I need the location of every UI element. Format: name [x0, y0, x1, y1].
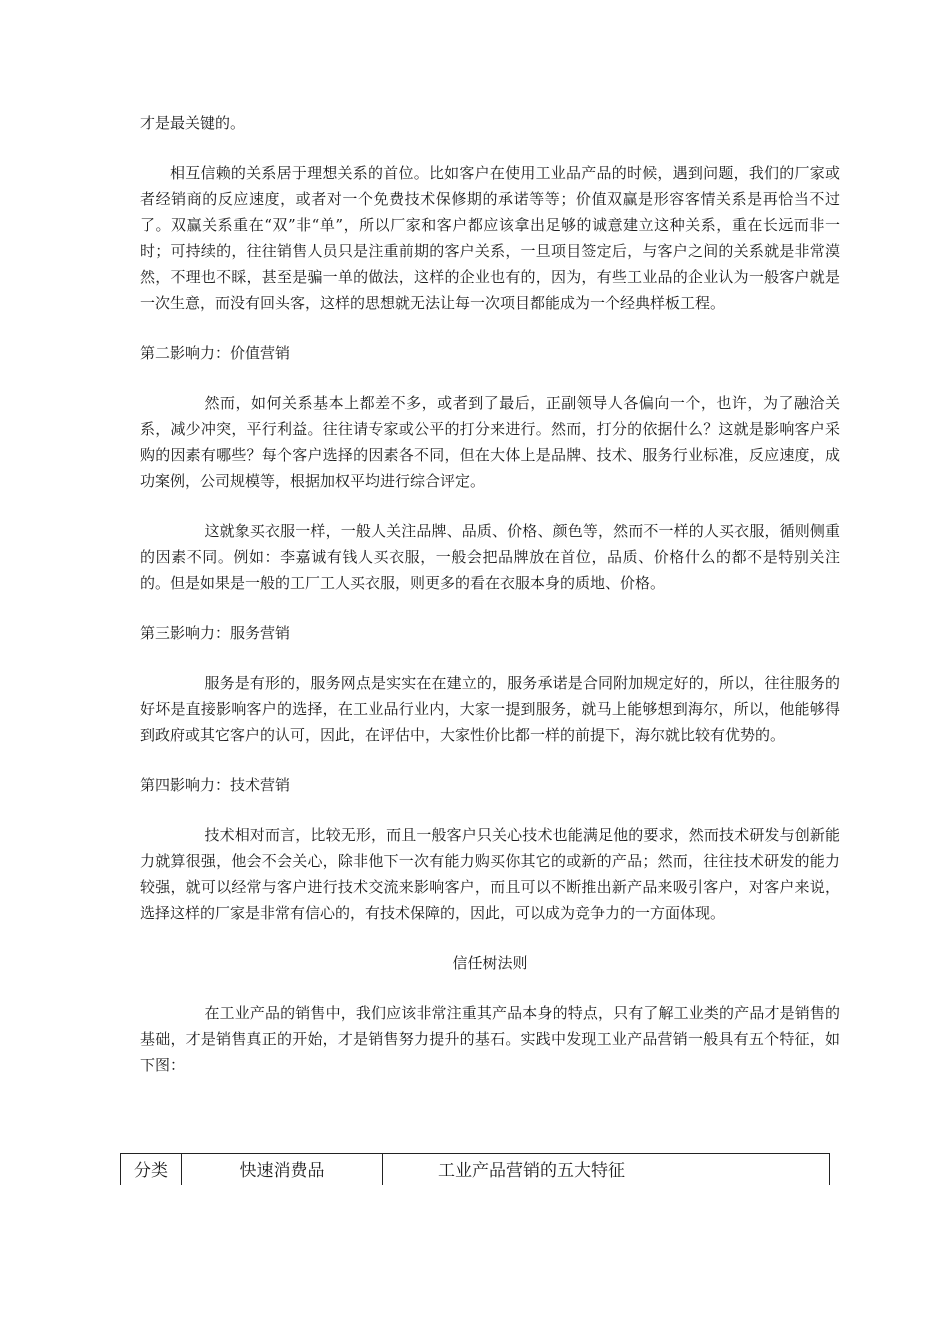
paragraph-clothing-analogy: 这就象买衣服一样，一般人关注品牌、品质、价格、颜色等，然而不一样的人买衣服，循则侧重的因素不同。例如：李嘉诚有钱人买衣服，一般会把品牌放在首位，品质、价格什么的都不是特别关注的。但是如果是一般的工厂工人买衣服，则更多的看在衣服本身的质地、价格。 [140, 522, 840, 592]
paragraph-mutual-trust: 相互信赖的关系居于理想关系的首位。比如客户在使用工业品产品的时候，遇到问题，我们的厂家或者经销商的反应速度，或者对一个免费技术保修期的承诺等等；价值双赢是形容客情关系是再恰当不过了。双赢关系重在“双”非“单”，所以厂家和客户都应该拿出足够的诚意建立这种关系，重在长远而非一时；可持续的，往往销售人员只是注重前期的客户关系，一旦项目签定后，与客户之间的关系就是非常漠然，不理也不睬，甚至是骗一单的做法，这样的企业也有的，因为，有些工业品的企业认为一般客户就是一次生意，而没有回头客，这样的思想就无法让每一次项目都能成为一个经典样板工程。 [140, 164, 840, 312]
features-table-wrapper [120, 1153, 830, 1185]
heading-tech-marketing: 第四影响力：技术营销 [140, 776, 291, 794]
paragraph-industrial-sales: 在工业产品的销售中，我们应该非常注重其产品本身的特点，只有了解工业类的产品才是销售的基础，才是销售真正的开始，才是销售努力提升的基石。实践中发现工业产品营销一般具有五个特征，如下图： [140, 1004, 840, 1074]
paragraph-service-marketing: 服务是有形的，服务网点是实实在在建立的，服务承诺是合同附加规定好的，所以，往往服务的好坏是直接影响客户的选择，在工业品行业内，大家一提到服务，就马上能够想到海尔，所以，他能够得到政府或其它客户的认可，因此，在评估中，大家性价比都一样的前提下，海尔就比较有优势的。 [140, 674, 840, 744]
table-header-row [121, 1154, 830, 1186]
paragraph-value-marketing: 然而，如何关系基本上都差不多，或者到了最后，正副领导人各偏向一个，也许，为了融洽关系，减少冲突，平行利益。往往请专家或公平的打分来进行。然而，打分的依据什么？这就是影响客户采购的因素有哪些？每个客户选择的因素各不同，但在大体上是品牌、技术、服务行业标准，反应速度，成功案例，公司规模等，根据加权平均进行综合评定。 [140, 394, 840, 490]
paragraph-tech-marketing: 技术相对而言，比较无形，而且一般客户只关心技术也能满足他的要求，然而技术研发与创新能力就算很强，他会不会关心，除非他下一次有能力购买你其它的或新的产品；然而，往往技术研发的能力较强，就可以经常与客户进行技术交流来影响客户，而且可以不断推出新产品来吸引客户，对客户来说，选择这样的厂家是非常有信心的，有技术保障的，因此，可以成为竞争力的一方面体现。 [140, 826, 840, 922]
heading-value-marketing: 第二影响力：价值营销 [140, 344, 291, 362]
header-industrial-features: 工业产品营销的五大特征 [383, 1154, 830, 1186]
header-category: 分类 [121, 1154, 182, 1186]
section-title: 信任树法则 [452, 954, 528, 972]
document-body [140, 110, 840, 1078]
features-table [120, 1153, 830, 1185]
paragraph-continuation: 才是最关键的。 [140, 114, 246, 132]
heading-service-marketing: 第三影响力：服务营销 [140, 624, 291, 642]
header-fmcg: 快速消费品 [182, 1154, 383, 1186]
